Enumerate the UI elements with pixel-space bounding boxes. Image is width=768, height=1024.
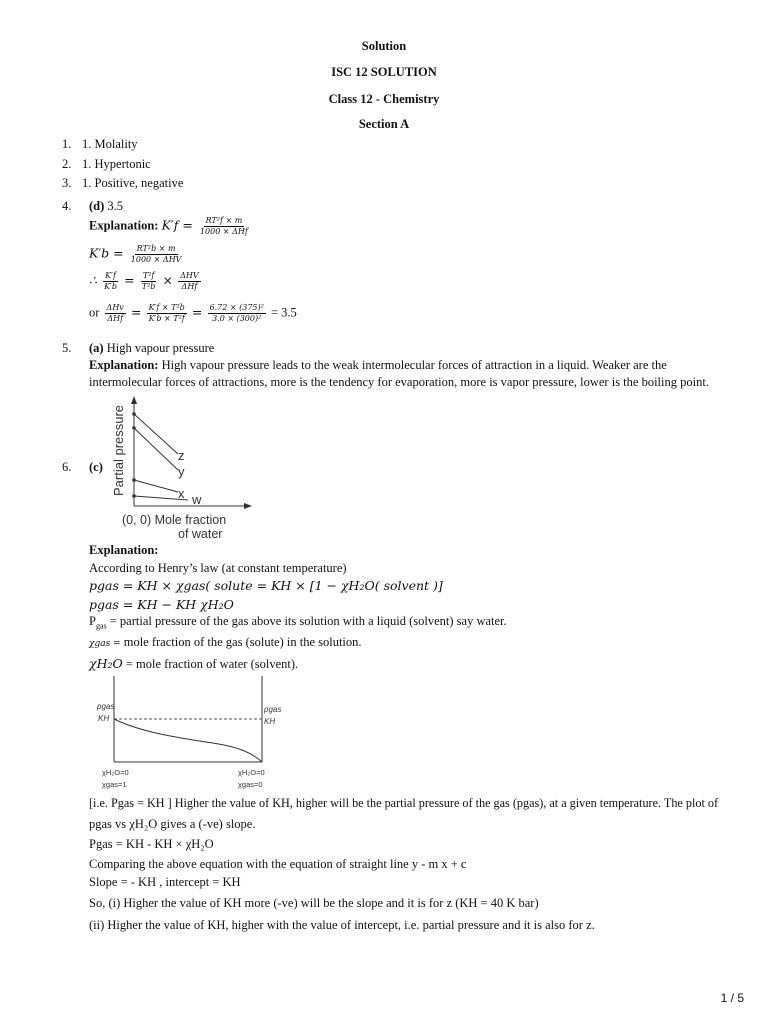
q5-explanation <box>89 357 739 391</box>
point-z <box>132 412 136 416</box>
q4-or-equation: or $\frac{\text{ΔHv}}{\text{ΔHf}}$ = $\frac{\text{K′f × T²b}}{\text{K′b × T²f}}$ = $\frac{\text{6.72 × (375)²}}{\text{3.0 × (300)²}}$ = 3.5 <box>89 303 297 323</box>
point-w <box>132 494 136 498</box>
line-x <box>134 480 178 492</box>
ratio-t-den: T²b <box>141 282 156 291</box>
def-chi-water <box>89 656 298 672</box>
def-chi-water-symbol: χH₂O <box>89 656 123 671</box>
label-y: y <box>178 464 185 479</box>
point-x <box>132 478 136 482</box>
q6-plot-line: pgas vs χH₂O gives a (-ve) slope. <box>89 817 256 831</box>
q2-answer: 1. Hypertonic <box>82 157 151 171</box>
kb-denominator: 1000 × ΔHV <box>130 255 182 264</box>
kb-lhs: K′b = <box>89 245 124 261</box>
or-mid-num: K′f × T²b <box>148 303 185 312</box>
def-pgas <box>89 614 507 631</box>
partial-pressure-graph <box>108 396 258 542</box>
graph1-x-arrow <box>244 503 252 509</box>
q4-answer-line <box>89 199 123 214</box>
graph2-right-bottom-1: χH₂O=0 <box>238 768 265 777</box>
graph2-curve <box>114 719 262 762</box>
q4-answer: 3.5 <box>107 199 124 213</box>
q4-ratio-equation: ∴ $\frac{K'f}{K'b}$ = $\frac{\text{T²f}}{\text{T²b}}$ × $\frac{\text{ΔHV}}{\text{ΔHf}}$ <box>89 271 199 291</box>
graph2-right-pgas: pgas <box>264 705 282 714</box>
def-chi-water-text: = mole fraction of water (solvent). <box>122 657 299 671</box>
def-chi-gas-text: mole fraction of the gas (solute) in the solution. <box>120 635 362 649</box>
ratio-k-num: K′f <box>105 271 116 280</box>
graph2-left-kh: KH <box>98 714 110 723</box>
point-y <box>132 426 136 430</box>
kf-lhs: K′f = <box>161 217 193 233</box>
q4-kb-equation <box>89 244 185 265</box>
graph1-x-label-line1: (0, 0) Mole fraction <box>122 513 227 527</box>
label-z: z <box>178 448 185 463</box>
q6-so-line: So, (i) Higher the value of KH more (-ve) will be the slope and it is for z (KH = 40 K bar) <box>89 896 539 910</box>
graph1-x-label-line2: of water <box>178 527 223 541</box>
graph2-right-kh: KH <box>264 717 276 726</box>
def-chi-gas <box>89 635 362 650</box>
section-heading: Section A <box>358 117 410 131</box>
or-result: = 3.5 <box>270 305 297 320</box>
or-val-den: 3.0 × (300)² <box>212 314 262 323</box>
q6-option: (c) <box>89 460 103 474</box>
q5-number: 5. <box>62 341 72 355</box>
class-heading: Class 12 - Chemistry <box>328 92 440 106</box>
graph1-y-label: Partial pressure <box>111 404 126 496</box>
q6-number: 6. <box>62 460 72 474</box>
henry-law-graph <box>96 672 296 794</box>
q5-explanation-text: High vapour pressure leads to the weak intermolecular forces of attraction in a liquid. Weaker are the intermolecular forces of attractions, more is the tendency for evaporation, more is vapor pressure, lower is the boiling point. <box>89 358 709 389</box>
q6-explanation-label: Explanation: <box>89 543 159 557</box>
henry-equation-2: pgas = KH − KH χH₂O <box>89 597 234 612</box>
q4-kf-equation <box>89 216 252 237</box>
or-mid-den: K′b × T²f <box>148 314 185 323</box>
graph2-left-pgas: pgas <box>97 702 115 711</box>
ratio-h-num: ΔHV <box>180 271 199 280</box>
or-h-den: ΔHf <box>107 314 124 323</box>
document-subtitle: ISC 12 SOLUTION <box>331 65 437 79</box>
q2-number: 2. <box>62 157 72 171</box>
document-title: Solution <box>361 39 407 53</box>
graph2-right-bottom-2: χgas=0 <box>238 780 263 789</box>
def-chi-gas-symbol: χgas = <box>89 639 121 649</box>
q4-explanation-label: Explanation: <box>89 218 159 233</box>
therefore-symbol: ∴ <box>89 272 97 288</box>
q1-number: 1. <box>62 137 72 151</box>
ratio-k-den: K′b <box>104 282 117 291</box>
q4-option: (d) <box>89 199 105 213</box>
or-h-num: ΔHv <box>106 303 124 312</box>
def-pgas-symbol: P <box>89 614 96 628</box>
def-pgas-subscript: gas <box>95 621 107 631</box>
q5-option: (a) <box>89 341 104 355</box>
q5-answer-line <box>89 341 214 356</box>
label-w: w <box>192 492 202 507</box>
kb-numerator: RT²b × m <box>136 244 176 253</box>
graph2-left-bottom-2: χgas=1 <box>102 780 127 789</box>
q6-ie-line: [i.e. Pgas = KH ] Higher the value of KH, higher will be the partial pressure of the gas (pgas), at a given temperature. The plot of <box>89 796 719 810</box>
q6-ii-line: (ii) Higher the value of KH, higher with the value of intercept, i.e. partial pressure and it is also for z. <box>89 918 595 932</box>
q4-number: 4. <box>62 199 72 213</box>
graph2-left-bottom-1: χH₂O=0 <box>102 768 129 777</box>
q5-explanation-label: Explanation: <box>89 358 159 372</box>
or-label: or <box>89 305 100 320</box>
q3-answer: 1. Positive, negative <box>82 176 184 190</box>
henry-equation-1: pgas = KH × χgas( solute = KH × [1 − χH₂O( solvent )] <box>89 578 443 593</box>
q6-compare-line: Comparing the above equation with the equation of straight line y - m x + c <box>89 857 467 871</box>
page-number: 1 / 5 <box>720 991 744 1005</box>
label-x: x <box>178 486 185 501</box>
ratio-t-num: T²f <box>142 271 155 280</box>
q3-number: 3. <box>62 176 72 190</box>
q6-equation-line: Pgas = KH - KH × χH₂O <box>89 837 214 851</box>
henry-law-intro: According to Henry’s law (at constant temperature) <box>89 561 347 575</box>
def-pgas-text: = partial pressure of the gas above its solution with a liquid (solvent) say water. <box>106 614 507 628</box>
kf-numerator: RT²f × m <box>205 216 243 225</box>
graph1-y-arrow <box>131 396 137 404</box>
q1-answer: 1. Molality <box>82 137 138 151</box>
or-val-num: 6.72 × (375)² <box>209 303 264 312</box>
q6-slope-line: Slope = - KH , intercept = KH <box>89 875 241 889</box>
q5-answer: High vapour pressure <box>106 341 215 355</box>
kf-denominator: 1000 × ΔHf <box>199 227 248 236</box>
ratio-h-den: ΔHf <box>181 282 198 291</box>
